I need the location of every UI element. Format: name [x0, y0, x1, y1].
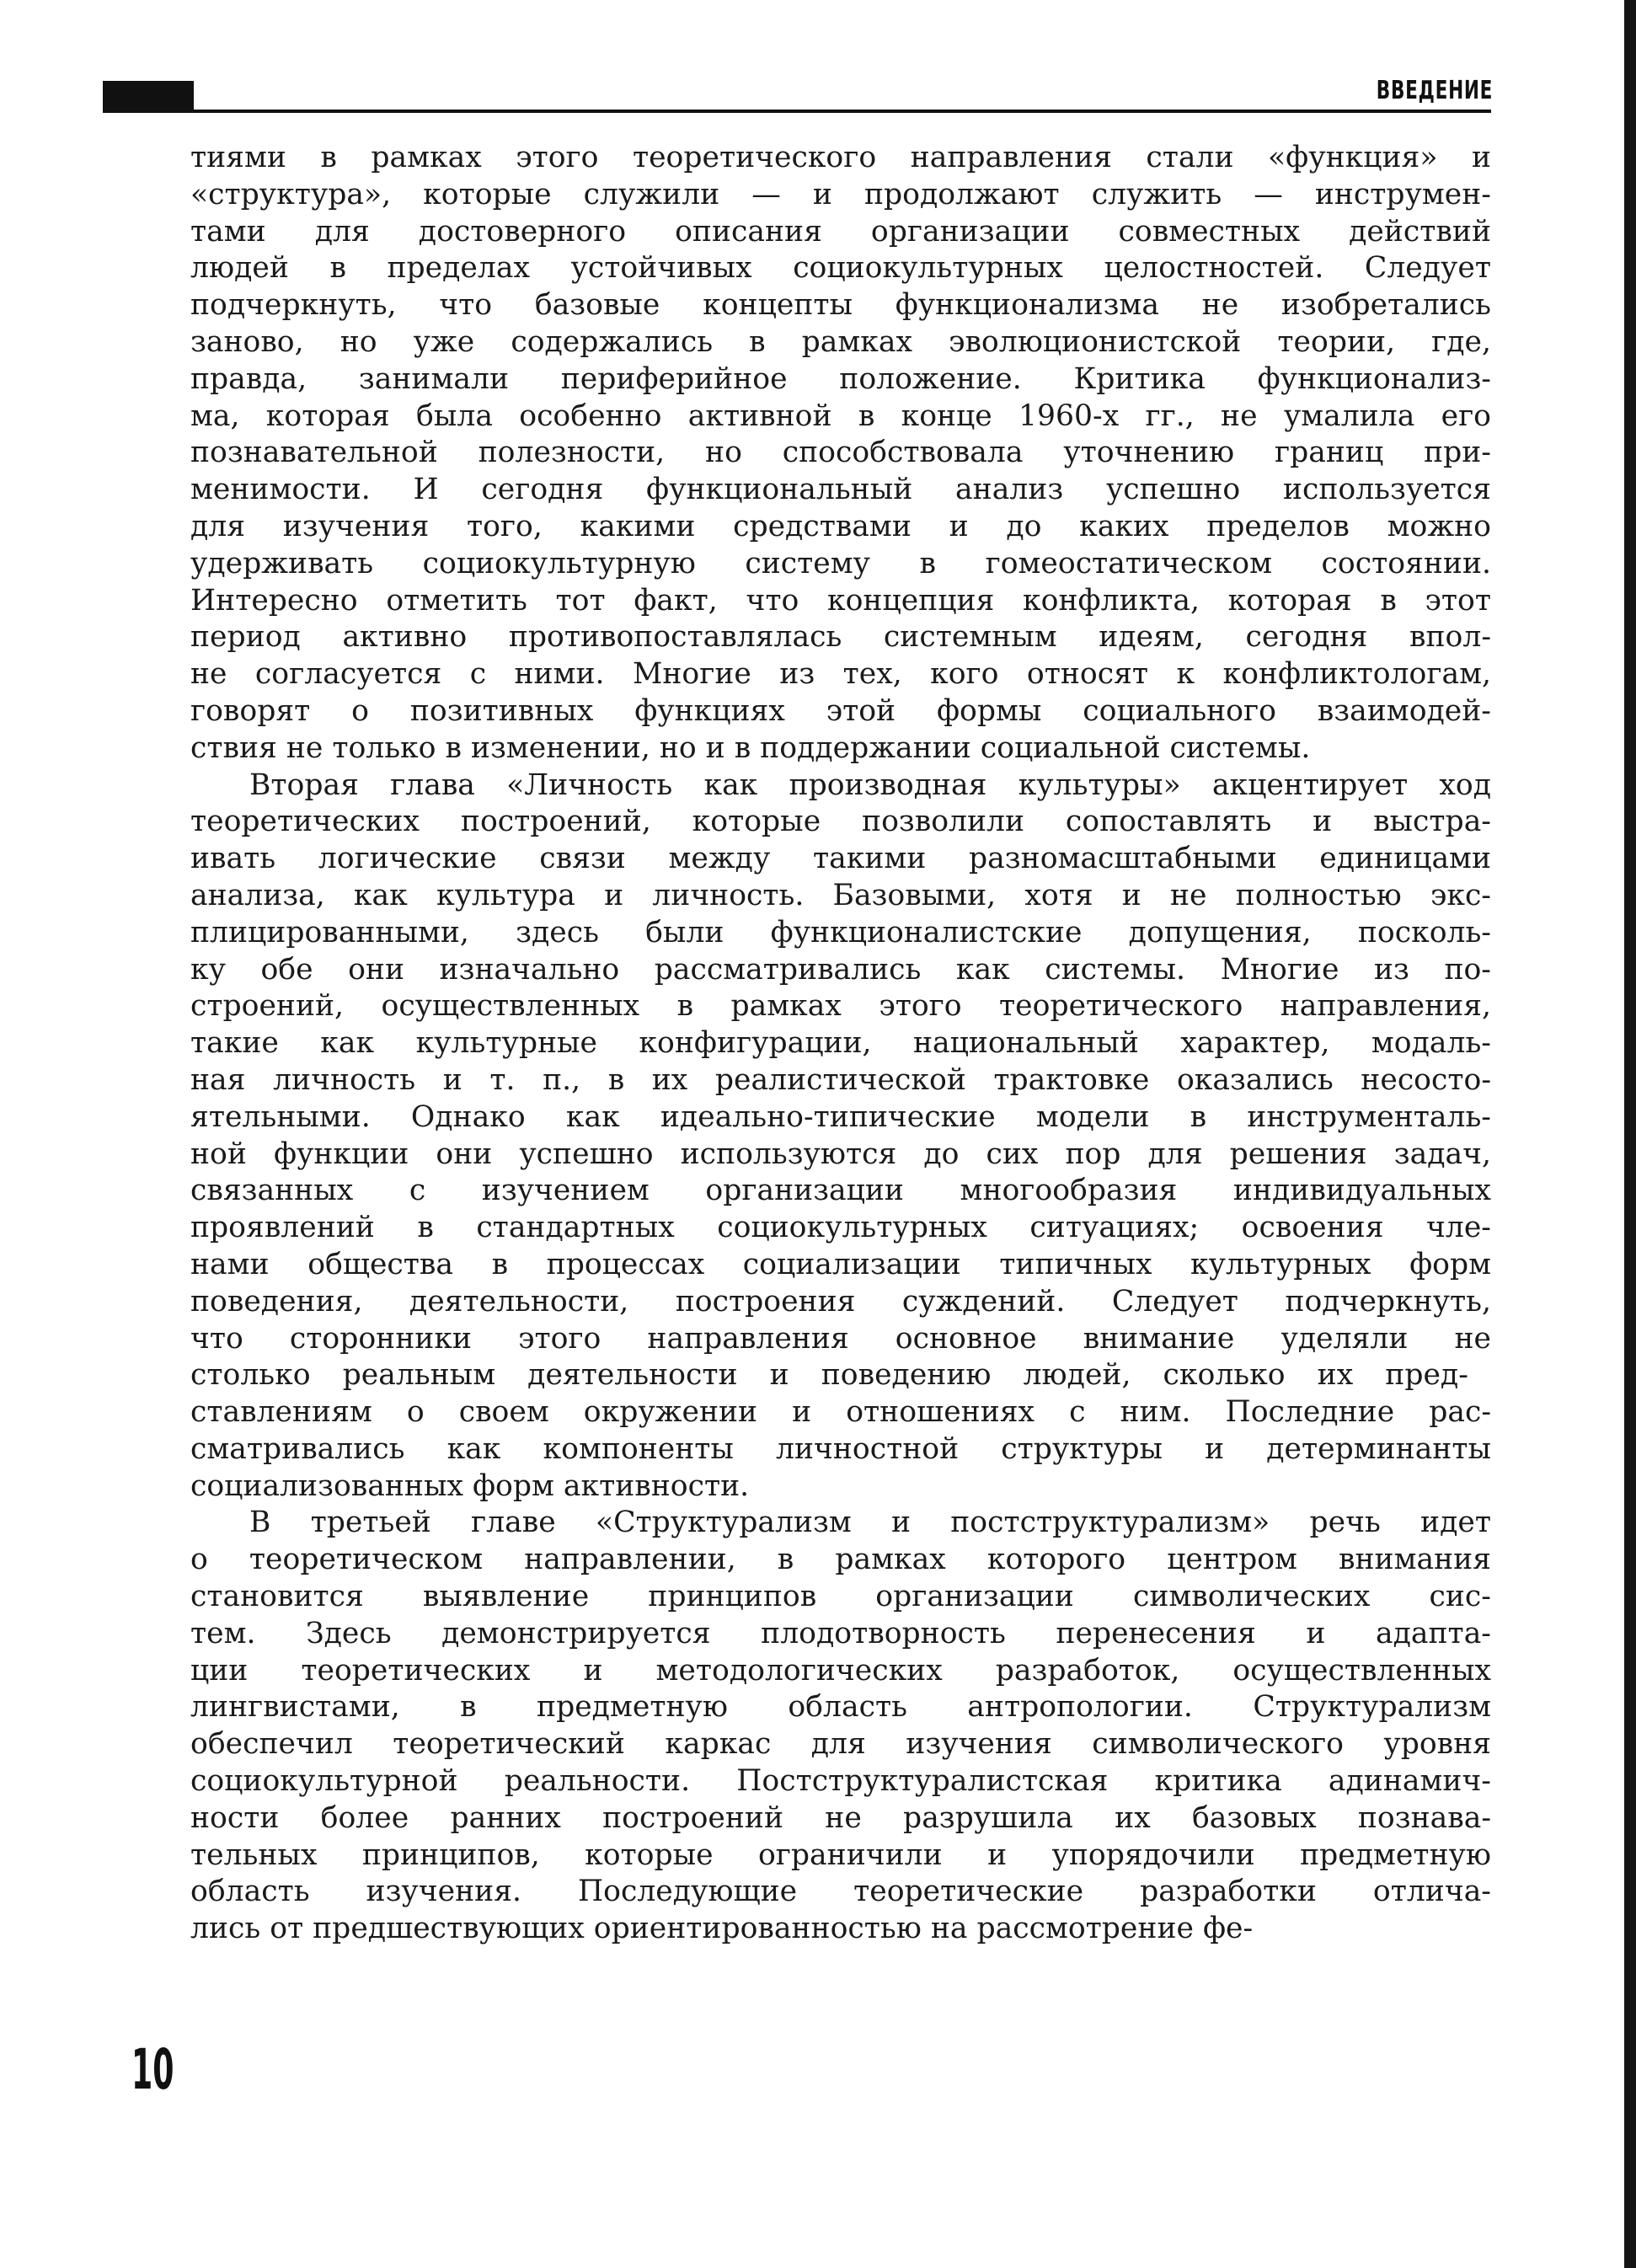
text-line: тельных принципов, которые ограничили и упорядочили предметную	[190, 1837, 1491, 1872]
body-text	[190, 140, 1491, 1948]
text-line: лись от предшествующих ориентированностью на рассмотрение фе-	[190, 1912, 1254, 1946]
page-number: 10	[131, 2037, 174, 2102]
text-line: познавательной полезности, но способствовала уточнению границ при-	[190, 436, 1491, 470]
paragraph	[190, 768, 1491, 1506]
text-line: для изучения того, какими средствами и до каких пределов можно	[190, 509, 1491, 543]
text-line: подчеркнуть, что базовые концепты функционализма не изобретались	[190, 288, 1491, 323]
text-line: ствия не только в изменении, но и в поддержании социальной системы.	[190, 730, 1311, 765]
text-line: людей в пределах устойчивых социокультурных целостностей. Следует	[190, 251, 1491, 286]
text-line: что сторонники этого направления основное внимание уделяли не	[190, 1321, 1491, 1356]
text-line: анализа, как культура и личность. Базовыми, хотя и не полностью экс-	[190, 878, 1491, 912]
text-line: строений, осуществленных в рамках этого теоретического направления,	[190, 989, 1491, 1024]
text-line: связанных с изучением организации многообразия индивидуальных	[190, 1174, 1491, 1208]
text-line: поведения, деятельности, построения суждений. Следует подчеркнуть,	[190, 1284, 1491, 1319]
text-line: плицированными, здесь были функционалистские допущения, посколь-	[190, 915, 1491, 949]
running-head: ВВЕДЕНИЕ	[1376, 76, 1493, 105]
text-line: теоретических построений, которые позволили сопоставлять и выстра-	[190, 805, 1491, 839]
text-line: ции теоретических и методологических разработок, осуществленных	[190, 1653, 1491, 1688]
text-line: не согласуется с ними. Многие из тех, кого относят к конфликтологам,	[190, 657, 1491, 692]
text-line: тиями в рамках этого теоретического направления стали «функция» и	[190, 141, 1491, 174]
text-line: область изучения. Последующие теоретические разработки отлича-	[190, 1875, 1491, 1909]
text-line: менимости. И сегодня функциональный анализ успешно используется	[190, 473, 1491, 507]
text-line: становится выявление принципов организации символических сис-	[190, 1580, 1491, 1614]
text-line: сматривались как компоненты личностной структуры и детерминанты	[190, 1431, 1491, 1466]
text-line: В третьей главе «Структурализм и постструктурализм» речь идет	[249, 1506, 1491, 1540]
text-line: период активно противопоставлялась системным идеям, сегодня впол-	[190, 620, 1491, 655]
text-line: ная личность и т. п., в их реалистической трактовке оказались несосто-	[190, 1062, 1491, 1097]
text-line: тами для достоверного описания организации совместных действий	[190, 214, 1491, 249]
text-line: ности более ранних построений не разрушила их базовых познава-	[190, 1800, 1491, 1835]
text-line: заново, но уже содержались в рамках эволюционистской теории, где,	[190, 324, 1491, 359]
paragraph	[190, 140, 1491, 768]
text-line: ку обе они изначально рассматривались как системы. Многие из по-	[190, 952, 1491, 987]
text-line: удерживать социокультурную систему в гомеостатическом состоянии.	[190, 546, 1491, 580]
text-line: ивать логические связи между такими разномасштабными единицами	[190, 842, 1491, 876]
text-line: ставлениям о своем окружении и отношениях с ним. Последние рас-	[190, 1395, 1491, 1430]
text-line: проявлений в стандартных социокультурных ситуациях; освоения чле-	[190, 1211, 1491, 1245]
text-line: обеспечил теоретический каркас для изучения символического уровня	[190, 1727, 1491, 1762]
text-line: Интересно отметить тот факт, что концепция конфликта, которая в этот	[190, 583, 1491, 618]
text-line: такие как культурные конфигурации, национальный характер, модаль-	[190, 1026, 1491, 1061]
text-line: социализованных форм активности.	[190, 1468, 750, 1503]
text-line: Вторая глава «Личность как производная культуры» акцентирует ход	[249, 768, 1491, 802]
text-line: ной функции они успешно используются до сих пор для решения задач,	[190, 1137, 1491, 1171]
text-line: социокультурной реальности. Постструктуралистская критика адинамич-	[190, 1764, 1491, 1799]
paragraph	[190, 1505, 1491, 1948]
text-line: о теоретическом направлении, в рамках которого центром внимания	[190, 1543, 1491, 1577]
text-line: тем. Здесь демонстрируется плодотворность перенесения и адапта-	[190, 1616, 1491, 1650]
text-line: столько реальным деятельности и поведению людей, сколько их пред-	[190, 1358, 1468, 1393]
text-line: ятельными. Однако как идеально-типические модели в инструменталь-	[190, 1099, 1491, 1134]
text-line: лингвистами, в предметную область антропологии. Структурализм	[190, 1690, 1491, 1725]
text-line: ма, которая была особенно активной в конце 1960-х гг., не умалила его	[190, 399, 1491, 433]
header-black-block	[103, 81, 194, 113]
text-line: нами общества в процессах социализации типичных культурных форм	[190, 1247, 1491, 1281]
text-line: правда, занимали периферийное положение. Критика функционализ-	[190, 361, 1491, 396]
text-line: говорят о позитивных функциях этой формы социального взаимодей-	[190, 693, 1491, 728]
scan-edge	[1624, 0, 1636, 2268]
header-rule	[103, 110, 1491, 113]
text-line: «структура», которые служили — и продолжают служить — инструмен-	[190, 177, 1491, 211]
